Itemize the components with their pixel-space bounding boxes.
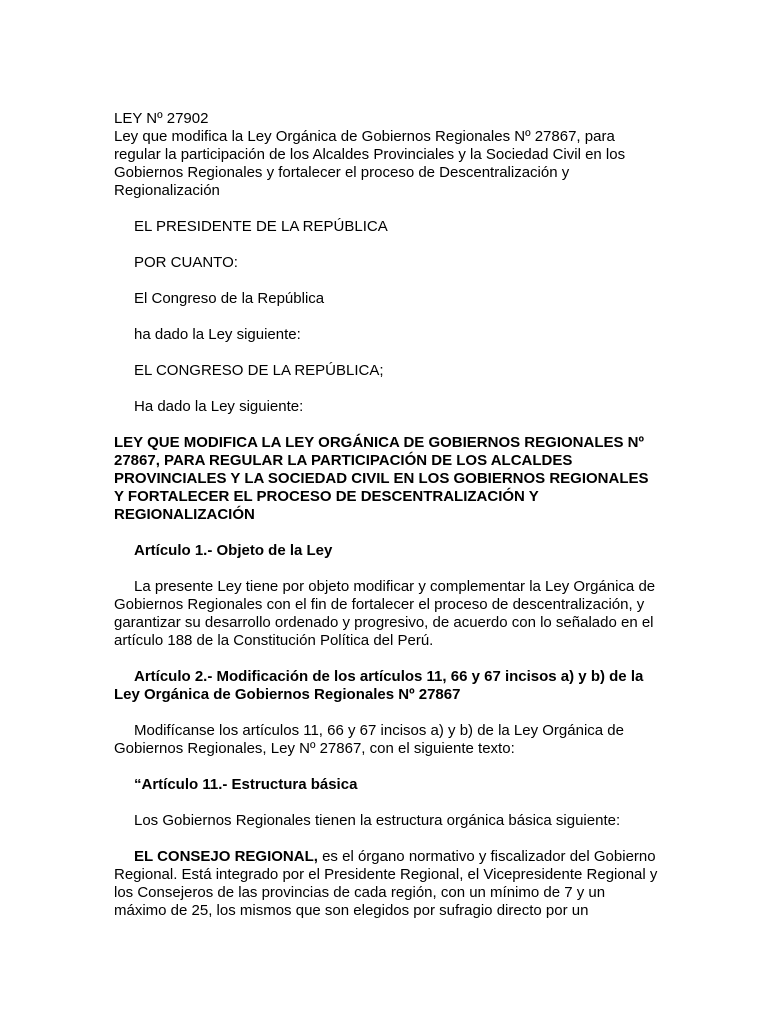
article-11-heading: “Artículo 11.- Estructura básica bbox=[134, 776, 358, 793]
article-1-heading: Artículo 1.- Objeto de la Ley bbox=[134, 542, 333, 559]
consejo-regional-text: es el órgano normativo y fiscalizador del Gobierno Regional. Está integrado por el Presidente Regional, el Vicepresidente Regional y los Consejeros de las provincias de cada región, con un mínimo de 7 y un máximo de 25, los mismos que son elegidos por sufragio directo por un bbox=[114, 848, 658, 919]
ha-dado-line-1: ha dado la Ley siguiente: bbox=[134, 326, 301, 343]
article-11-intro: Los Gobiernos Regionales tienen la estructura orgánica básica siguiente: bbox=[134, 812, 621, 829]
president-line: EL PRESIDENTE DE LA REPÚBLICA bbox=[134, 218, 388, 235]
article-1-text: La presente Ley tiene por objeto modificar y complementar la Ley Orgánica de Gobiernos Regionales con el fin de fortalecer el proceso de descentralización, y garantizar su desarrollo ordenado y progresivo, de acuerdo con lo señalado en el artículo 188 de la Constitución Política del Perú. bbox=[114, 578, 656, 649]
consejo-regional-term: EL CONSEJO REGIONAL, bbox=[134, 848, 318, 865]
consejo-regional-paragraph bbox=[114, 848, 659, 920]
congreso-line: El Congreso de la República bbox=[134, 290, 325, 307]
ha-dado-line-2: Ha dado la Ley siguiente: bbox=[134, 398, 304, 415]
congreso-upper-line: EL CONGRESO DE LA REPÚBLICA; bbox=[134, 362, 384, 379]
article-2-text: Modifícanse los artículos 11, 66 y 67 incisos a) y b) de la Ley Orgánica de Gobiernos Regionales, Ley Nº 27867, con el siguiente texto: bbox=[114, 722, 624, 757]
por-cuanto: POR CUANTO: bbox=[134, 254, 238, 271]
law-title: LEY QUE MODIFICA LA LEY ORGÁNICA DE GOBIERNOS REGIONALES Nº 27867, PARA REGULAR LA PARTICIPACIÓN DE LOS ALCALDES PROVINCIALES Y LA SOCIEDAD CIVIL EN LOS GOBIERNOS REGIONALES Y FORTALECER EL PROCESO DE DESCENTRALIZACIÓN Y REGIONALIZACIÓN bbox=[114, 434, 649, 523]
law-subtitle: Ley que modifica la Ley Orgánica de Gobiernos Regionales Nº 27867, para regular la participación de los Alcaldes Provinciales y la Sociedad Civil en los Gobiernos Regionales y fortalecer el proceso de Descentralización y Regionalización bbox=[114, 128, 626, 199]
law-number: LEY Nº 27902 bbox=[114, 110, 209, 127]
document-body bbox=[114, 110, 659, 920]
article-2-heading: Artículo 2.- Modificación de los artículos 11, 66 y 67 incisos a) y b) de la Ley Orgánica de Gobiernos Regionales Nº 27867 bbox=[114, 668, 644, 703]
